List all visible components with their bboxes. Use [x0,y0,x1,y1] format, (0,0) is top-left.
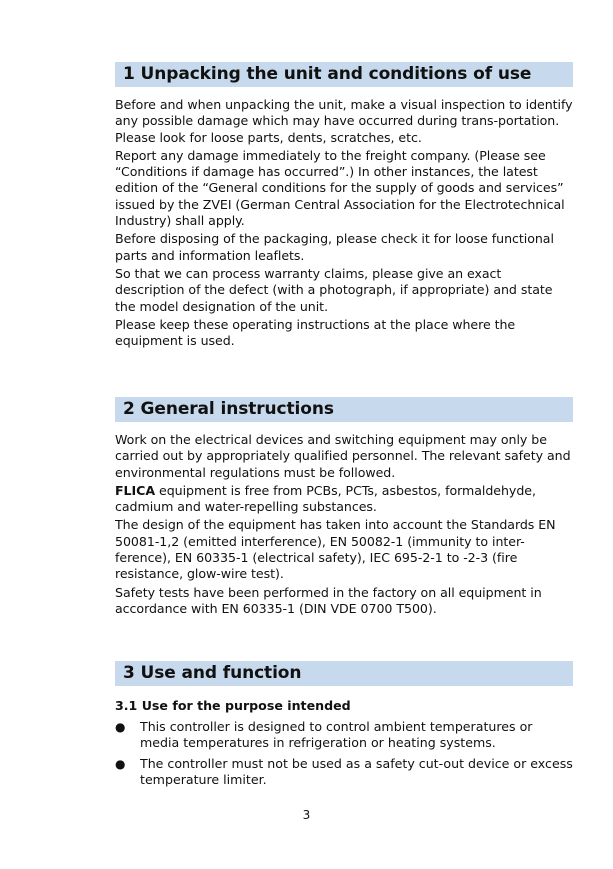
page-number: 3 [302,808,311,822]
section-1-heading: 1 Unpacking the unit and conditions of use [115,62,573,87]
section-2-heading: 2 General instructions [115,397,573,422]
section-1-paragraph-2: Report any damage immediately to the freight company. (Please see “Conditions if damage has occurred”.) In other instances, the latest edition of the “General conditions for the supply of goods and services” issued by the ZVEI (German Central Association for the Electrotechnical Industry) shall apply. [115,147,565,229]
section-1-paragraph-4: So that we can process warranty claims, please give an exact description of the defect (with a photograph, if appropriate) and state the model designation of the unit. [115,265,553,314]
section-2-paragraph-1: Work on the electrical devices and switching equipment may only be carried out by appropriately qualified personnel. The relevant safety and environmental regulations must be followed. [115,432,571,480]
section-2-body [115,432,573,620]
bullet-item-2-text: The controller must not be used as a safety cut-out device or excess temperature limiter. [140,755,573,787]
bullet-item-1-text: This controller is designed to control ambient temperatures or media temperatures in refrigeration or heating systems. [140,719,533,751]
section-1-paragraph-3: Before disposing of the packaging, please check it for loose functional parts and information leaflets. [115,231,554,263]
section-2-paragraph-4: Safety tests have been performed in the factory on all equipment in accordance with EN 60335-1 (DIN VDE 0700 T500). [115,584,542,616]
section-2-paragraph-2 [115,483,573,516]
section-1-paragraph-5: Please keep these operating instructions at the place where the equipment is used. [115,316,516,349]
bullet-icon: ● [115,756,126,771]
section-1-body [115,97,573,352]
section-1-paragraph-1: Before and when unpacking the unit, make a visual inspection to identify any possible damage which may have occurred during trans-portation. Please look for loose parts, dents, scratches, etc. [115,97,573,145]
bullet-icon: ● [115,720,126,734]
section-2-paragraph-3: The design of the equipment has taken into account the Standards EN 50081-1,2 (emitted interference), EN 50082-1 (immunity to inter-ference), EN 60335-1 (electrical safety), IEC 695-2-1 to -2-3 (fire resistance, glow-wire test). [115,517,556,582]
section-2-paragraph-2-text: equipment is free from PCBs, PCTs, asbestos, formaldehyde, cadmium and water-repelling substances. [115,482,536,515]
bullet-item-2 [115,756,573,789]
subsection-3-1-heading: 3.1 Use for the purpose intended [115,698,351,713]
brand-name: FLICA [115,482,156,498]
section-3-heading: 3 Use and function [115,661,573,686]
bullet-item-1 [115,719,573,752]
section-3-body [115,698,573,792]
